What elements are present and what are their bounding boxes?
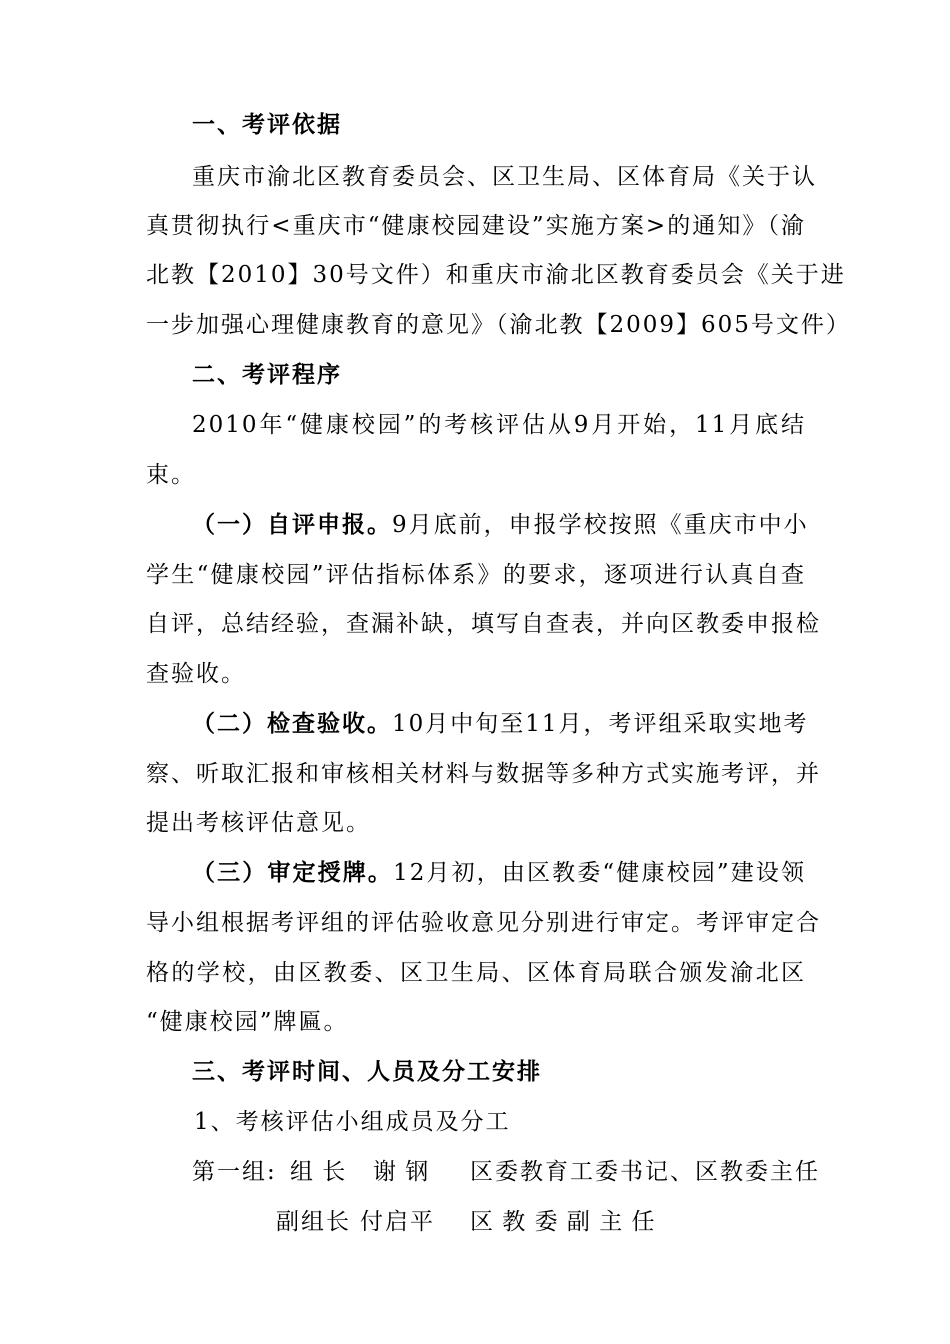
team-group-label: 第一组:: [192, 1159, 277, 1185]
paragraph-line: [0, 654, 950, 694]
team-name-deputy: 付启平: [360, 1209, 435, 1235]
item-text: 9月底前，申报学校按照《重庆市中小: [392, 512, 809, 538]
paragraph-line: [0, 206, 950, 246]
paragraph-text: 自评，总结经验，查漏补缺，填写自查表，并向区教委申报检: [146, 611, 821, 637]
paragraph-line: [0, 405, 950, 445]
team-duty-leader: 区委教育工委书记、区教委主任: [470, 1159, 820, 1185]
item-label: （一）自评申报。: [192, 511, 392, 538]
paragraph-text: 2010年“健康校园”的考核评估从9月开始，11月底结: [192, 412, 806, 438]
team-role-leader: 组 长: [290, 1159, 347, 1185]
paragraph-text: 束。: [146, 462, 196, 488]
paragraph-text: 提出考核评估意见。: [146, 810, 371, 836]
section-heading-schedule: 三、考评时间、人员及分工安排: [192, 1058, 542, 1085]
paragraph-text: [192, 704, 809, 744]
paragraph-text: [192, 505, 809, 545]
paragraph-text: 查验收。: [146, 661, 246, 687]
paragraph-text: 重庆市渝北区教育委员会、区卫生局、区体育局《关于认: [192, 164, 817, 190]
team-name-leader: 谢 钢: [373, 1159, 430, 1185]
subheading-team-members: 1、考核评估小组成员及分工: [194, 1109, 511, 1135]
paragraph-line: [0, 555, 950, 595]
section-heading-basis: 一、考评依据: [192, 111, 342, 138]
paragraph-text: 察、听取汇报和审核相关材料与数据等多种方式实施考评，并: [146, 761, 821, 787]
item-self-evaluation-first-line: [0, 505, 950, 545]
paragraph-line: [0, 903, 950, 943]
item-approval-first-line: [0, 853, 950, 893]
item-text: 12月初，由区教委“健康校园”建设领: [393, 860, 806, 886]
paragraph-text: 北教【2010】30号文件）和重庆市渝北区教育委员会《关于进: [146, 262, 846, 288]
paragraph-line: [0, 754, 950, 794]
item-label: （二）检查验收。: [192, 710, 392, 737]
paragraph-text: 格的学校，由区教委、区卫生局、区体育局联合颁发渝北区: [146, 960, 806, 986]
paragraph-line: [0, 157, 950, 197]
paragraph-line: [0, 305, 950, 345]
paragraph-line: [0, 604, 950, 644]
paragraph-line: [0, 455, 950, 495]
team-role-deputy: 副组长: [276, 1209, 351, 1235]
paragraph-line: [0, 255, 950, 295]
paragraph-text: “健康校园”牌匾。: [146, 1009, 349, 1035]
paragraph-text: 学生“健康校园”评估指标体系》的要求，逐项进行认真自查: [146, 562, 806, 588]
item-text: 10月中旬至11月，考评组采取实地考: [392, 711, 809, 737]
paragraph-text: 一步加强心理健康教育的意见》（渝北教【2009】605号文件）: [146, 312, 851, 338]
item-label: （三）审定授牌。: [192, 859, 394, 886]
team-duty-deputy: 区 教 委 副 主 任: [470, 1209, 656, 1235]
section-heading-procedure: 二、考评程序: [192, 361, 342, 388]
paragraph-line: [0, 1002, 950, 1042]
paragraph-line: [0, 803, 950, 843]
paragraph-text: 真贯彻执行<重庆市“健康校园建设”实施方案>的通知》（渝: [146, 213, 806, 239]
item-inspection-first-line: [0, 704, 950, 744]
paragraph-line: [0, 953, 950, 993]
paragraph-text: [192, 853, 806, 893]
paragraph-text: 导小组根据考评组的评估验收意见分别进行审定。考评审定合: [146, 910, 821, 936]
